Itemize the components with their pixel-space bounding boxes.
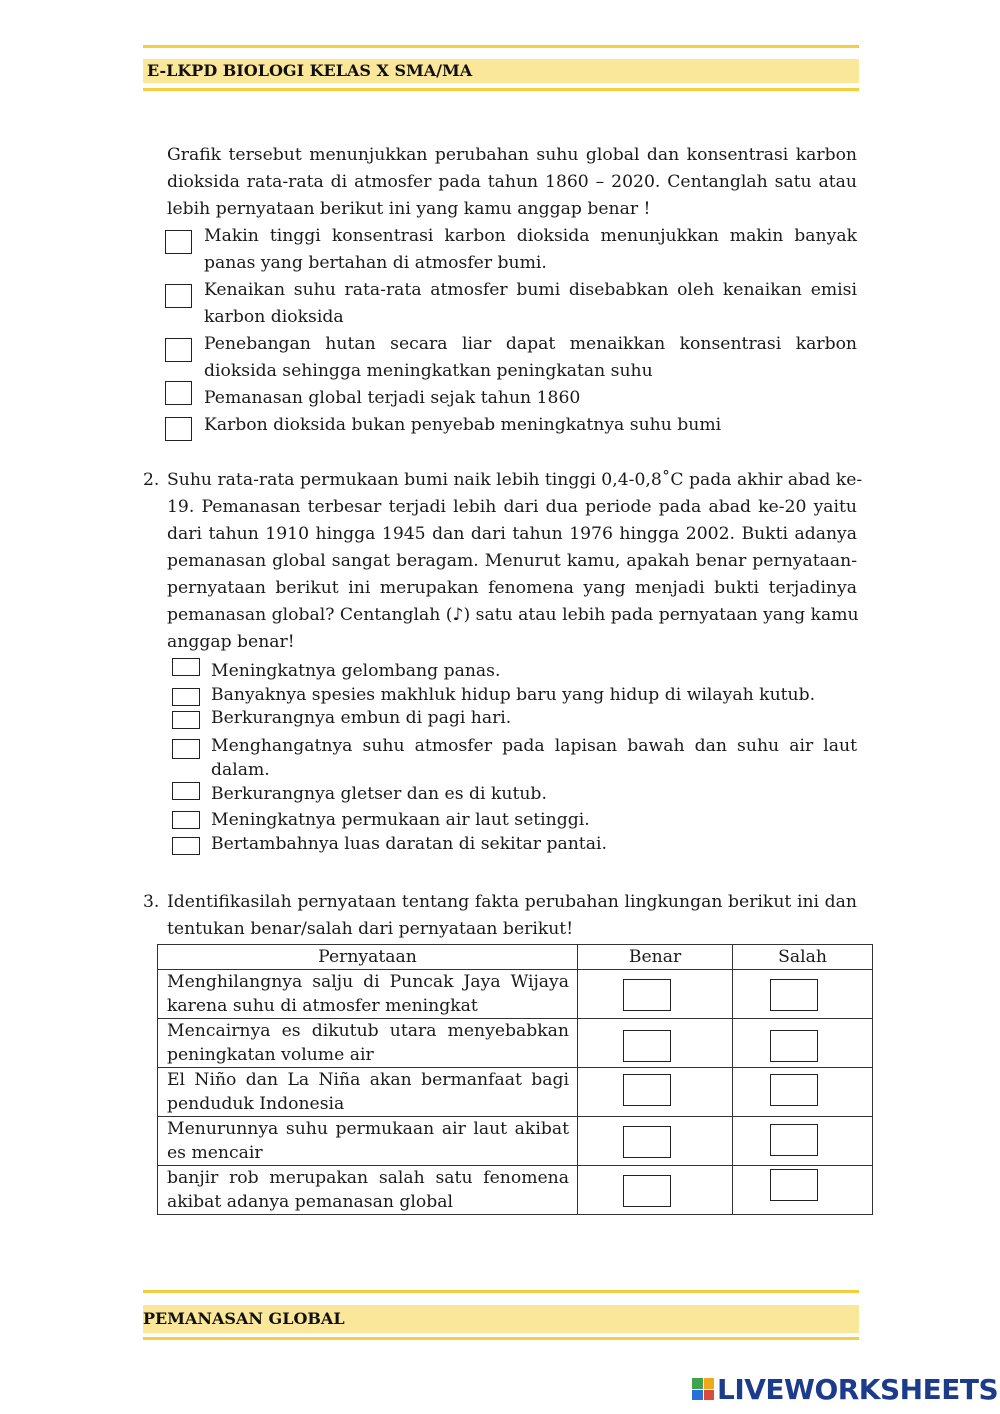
q2-text-line: pemanasan global sangat beragam. Menurut kamu, apakah benar pernyataan- — [167, 551, 857, 571]
q2-option-line: Menghangatnya suhu atmosfer pada lapisan bawah dan suhu air laut — [211, 736, 857, 756]
q1-option — [204, 385, 857, 412]
false-answer-box[interactable] — [770, 1074, 818, 1106]
q1-intro — [167, 142, 857, 223]
statement-line: penduduk Indonesia — [167, 1094, 345, 1114]
q2-option-checkbox[interactable] — [172, 811, 200, 829]
q1-option-line: dioksida sehingga meningkatkan peningkatan suhu — [204, 361, 653, 381]
q1-intro-line: lebih pernyataan berikut ini yang kamu anggap benar ! — [167, 199, 651, 219]
q2-option — [211, 683, 857, 707]
statement-cell — [158, 970, 578, 1019]
q2-option — [211, 808, 857, 832]
q1-option-line: karbon dioksida — [204, 307, 344, 327]
q2-option-line: dalam. — [211, 760, 270, 780]
statement-line: Menghilangnya salju di Puncak Jaya Wijaya — [167, 972, 569, 992]
q1-option-line: Makin tinggi konsentrasi karbon dioksida menunjukkan makin banyak — [204, 226, 857, 246]
q1-option-line: Karbon dioksida bukan penyebab meningkatnya suhu bumi — [204, 415, 722, 435]
false-cell — [733, 1117, 873, 1166]
q1-intro-line: Grafik tersebut menunjukkan perubahan suhu global dan konsentrasi karbon — [167, 145, 857, 165]
q2-option-line: Meningkatnya gelombang panas. — [211, 661, 501, 681]
q1-option — [204, 277, 857, 331]
q1-option — [204, 412, 857, 439]
q1-option-line: Pemanasan global terjadi sejak tahun 1860 — [204, 388, 581, 408]
q2-option-checkbox[interactable] — [172, 782, 200, 800]
column-header-false: Salah — [733, 945, 873, 970]
q3-text-line: Identifikasilah pernyataan tentang fakta perubahan lingkungan berikut ini dan — [167, 892, 857, 912]
q2-option-line: Banyaknya spesies makhluk hidup baru yang hidup di wilayah kutub. — [211, 685, 816, 705]
statement-line: banjir rob merupakan salah satu fenomena — [167, 1168, 569, 1188]
false-cell — [733, 1166, 873, 1215]
statement-line: akibat adanya pemanasan global — [167, 1192, 453, 1212]
q1-option-checkbox[interactable] — [165, 338, 192, 362]
q3-number: 3. — [143, 892, 160, 912]
q2-option — [211, 782, 857, 806]
statement-line: Mencairnya es dikutub utara menyebabkan — [167, 1021, 569, 1041]
q2-option-line: Berkurangnya embun di pagi hari. — [211, 708, 512, 728]
statement-cell — [158, 1117, 578, 1166]
q3-text-line: tentukan benar/salah dari pernyataan berikut! — [167, 919, 574, 939]
statement-line: peningkatan volume air — [167, 1045, 374, 1065]
liveworksheets-logo-icon — [692, 1378, 714, 1400]
q1-option-checkbox[interactable] — [165, 417, 192, 441]
false-answer-box[interactable] — [770, 1124, 818, 1156]
false-answer-box[interactable] — [770, 979, 818, 1011]
statement-line: Menurunnya suhu permukaan air laut akibat — [167, 1119, 569, 1139]
true-cell — [578, 1117, 733, 1166]
q2-text-line: 19. Pemanasan terbesar terjadi lebih dari dua periode pada abad ke-20 yaitu — [167, 497, 857, 517]
table-row — [158, 1117, 873, 1166]
q1-intro-line: dioksida rata-rata di atmosfer pada tahun 1860 – 2020. Centanglah satu atau — [167, 172, 857, 192]
table-row — [158, 1068, 873, 1117]
true-cell — [578, 1068, 733, 1117]
liveworksheets-brand: LIVEWORKSHEETS — [717, 1372, 999, 1406]
q2-option-checkbox[interactable] — [172, 658, 200, 676]
q2-option-checkbox[interactable] — [172, 739, 200, 759]
true-answer-box[interactable] — [623, 1074, 671, 1106]
footer-bottom-rule — [143, 1337, 859, 1340]
header-title: E-LKPD BIOLOGI KELAS X SMA/MA — [147, 61, 473, 80]
footer-top-rule — [143, 1290, 859, 1293]
q2-option — [211, 659, 857, 683]
q2-text-line: pemanasan global? Centanglah (♪) satu atau lebih pada pernyataan yang kamu — [167, 605, 859, 625]
false-cell — [733, 1019, 873, 1068]
statement-cell — [158, 1068, 578, 1117]
q1-option-line: Penebangan hutan secara liar dapat menaikkan konsentrasi karbon — [204, 334, 857, 354]
liveworksheets-watermark — [692, 1374, 998, 1404]
false-cell — [733, 1068, 873, 1117]
true-cell — [578, 970, 733, 1019]
q1-option — [204, 331, 857, 385]
q2-option — [211, 734, 857, 782]
q1-option-checkbox[interactable] — [165, 284, 192, 308]
q2-text — [167, 467, 863, 656]
true-answer-box[interactable] — [623, 979, 671, 1011]
true-false-table — [157, 944, 873, 1215]
q2-text-line: Suhu rata-rata permukaan bumi naik lebih tinggi 0,4-0,8˚C pada akhir abad ke- — [167, 470, 863, 490]
q1-option — [204, 223, 857, 277]
true-answer-box[interactable] — [623, 1126, 671, 1158]
false-cell — [733, 970, 873, 1019]
column-header-statement: Pernyataan — [158, 945, 578, 970]
header-band — [143, 45, 859, 93]
footer-title: PEMANASAN GLOBAL — [143, 1309, 345, 1328]
q2-option-line: Berkurangnya gletser dan es di kutub. — [211, 784, 547, 804]
true-cell — [578, 1166, 733, 1215]
q1-option-line: Kenaikan suhu rata-rata atmosfer bumi disebabkan oleh kenaikan emisi — [204, 280, 857, 300]
table-header-row — [158, 945, 873, 970]
statement-line: El Niño dan La Niña akan bermanfaat bagi — [167, 1070, 569, 1090]
footer-band — [143, 1290, 859, 1344]
q2-text-line: dari tahun 1910 hingga 1945 dan dari tahun 1976 hingga 2002. Bukti adanya — [167, 524, 857, 544]
table-row — [158, 970, 873, 1019]
q2-option-checkbox[interactable] — [172, 711, 200, 729]
table-row — [158, 1019, 873, 1068]
true-answer-box[interactable] — [623, 1175, 671, 1207]
q1-option-checkbox[interactable] — [165, 230, 192, 254]
q1-option-line: panas yang bertahan di atmosfer bumi. — [204, 253, 547, 273]
header-top-rule — [143, 45, 859, 48]
q2-option-line: Bertambahnya luas daratan di sekitar pantai. — [211, 834, 607, 854]
statement-line: karena suhu di atmosfer meningkat — [167, 996, 478, 1016]
header-bottom-rule — [143, 88, 859, 91]
q2-option — [211, 706, 857, 730]
q2-option — [211, 832, 857, 856]
true-answer-box[interactable] — [623, 1030, 671, 1062]
statement-cell — [158, 1019, 578, 1068]
false-answer-box[interactable] — [770, 1169, 818, 1201]
column-header-true: Benar — [578, 945, 733, 970]
table-row — [158, 1166, 873, 1215]
q2-option-checkbox[interactable] — [172, 688, 200, 706]
q2-number: 2. — [143, 470, 160, 490]
q2-text-line: pernyataan berikut ini merupakan fenomena yang menjadi bukti terjadinya — [167, 578, 857, 598]
q2-option-checkbox[interactable] — [172, 837, 200, 855]
q1-option-checkbox[interactable] — [165, 381, 192, 405]
false-answer-box[interactable] — [770, 1030, 818, 1062]
q2-option-line: Meningkatnya permukaan air laut setinggi. — [211, 810, 590, 830]
statement-line: es mencair — [167, 1143, 263, 1163]
statement-cell — [158, 1166, 578, 1215]
q2-text-line: anggap benar! — [167, 632, 295, 652]
q3-text — [167, 889, 857, 943]
true-cell — [578, 1019, 733, 1068]
